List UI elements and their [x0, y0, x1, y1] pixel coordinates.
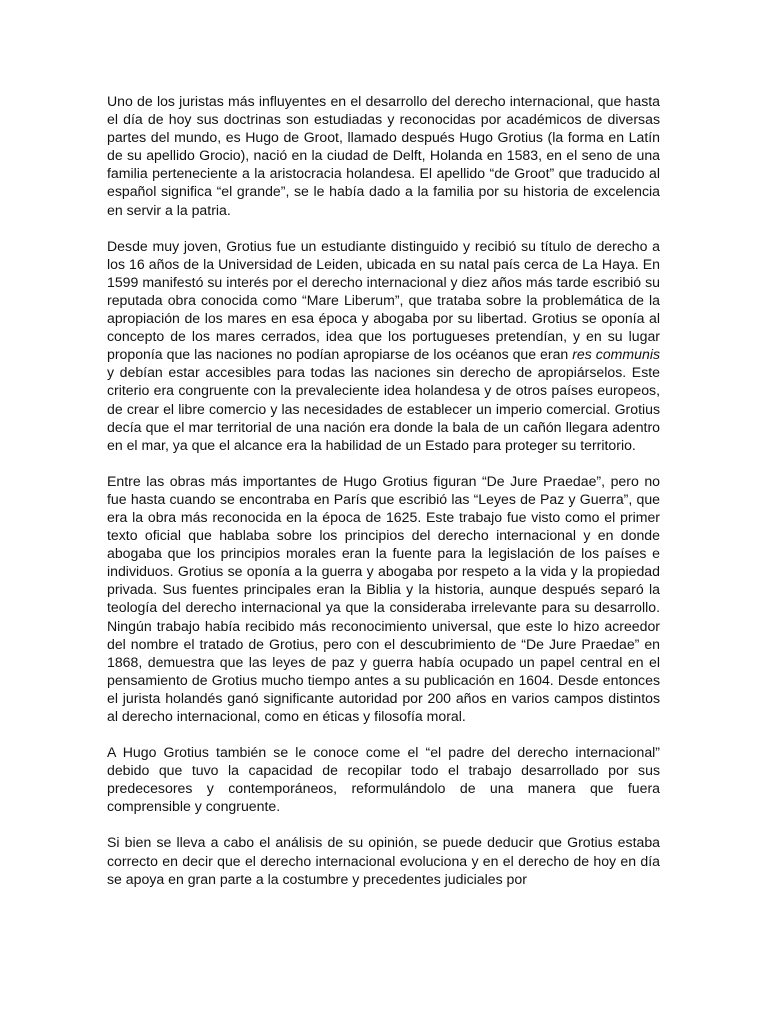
paragraph-text: Uno de los juristas más influyentes en el desarrollo del derecho internacional, que hasta el día de hoy sus doctrinas son estudiadas y reconocidas por académicos de diversas partes del mundo, es Hugo de Groot, llamado después Hugo Grotius (la forma en Latín de su apellido Grocio), nació en la ciudad de Delft, Holanda en 1583, en el seno de una familia perteneciente a la aristocracia holandesa. El apellido “de Groot” que traducido al español significa “el grande”, se le había dado a la familia por su historia de excelencia en servir a la patria.	[107, 93, 660, 218]
paragraph-text: y debían estar accesibles para todas las naciones sin derecho de apropiárselos. Este criterio era congruente con la prevaleciente idea holandesa y de otros países europeos, de crear el libre comercio y las necesidades de establecer un imperio comercial. Grotius decía que el mar territorial de una nación era donde la bala de un cañón llegara adentro en el mar, ya que el alcance era la habilidad de un Estado para proteger su territorio.	[107, 364, 660, 453]
document-body	[107, 92, 660, 888]
paragraph-text: Entre las obras más importantes de Hugo Grotius figuran “De Jure Praedae”, pero no fue hasta cuando se encontraba en París que escribió las “Leyes de Paz y Guerra”, que era la obra más reconocida en la época de 1625. Este trabajo fue visto como el primer texto oficial que hablaba sobre los principios del derecho internacional y en donde abogaba que los principios morales eran la fuente para la legislación de los países e individuos. Grotius se oponía a la guerra y abogaba por respeto a la vida y la propiedad privada. Sus fuentes principales eran la Biblia y la historia, aunque después separó la teología del derecho internacional ya que la consideraba irrelevante para su desarrollo. Ningún trabajo había recibido más reconocimiento universal, que este lo hizo acreedor del nombre el tratado de Grotius, pero con el descubrimiento de “De Jure Praedae” en 1868, demuestra que las leyes de paz y guerra había ocupado un papel central en el pensamiento de Grotius mucho tiempo antes a su publicación en 1604. Desde entonces el jurista holandés ganó significante autoridad por 200 años en varios campos distintos al derecho internacional, como en éticas y filosofía moral.	[107, 472, 660, 724]
italic-term: res communis	[572, 346, 660, 363]
paragraph-text: Desde muy joven, Grotius fue un estudiante distinguido y recibió su título de derecho a los 16 años de la Universidad de Leiden, ubicada en su natal país cerca de La Haya. En 1599 manifestó su interés por el derecho internacional y diez años más tarde escribió su reputada obra conocida como “Mare Liberum”, que trataba sobre la problemática de la apropiación de los mares en esa época y abogaba por su libertad. Grotius se oponía al concepto de los mares cerrados, idea que los portugueses pretendían, y en su lugar proponía que las naciones no podían apropiarse de los océanos que eran	[107, 237, 660, 363]
paragraph	[107, 833, 660, 887]
paragraph	[107, 92, 660, 219]
paragraph	[107, 237, 660, 454]
paragraph	[107, 472, 660, 725]
paragraph	[107, 743, 660, 815]
paragraph-text: A Hugo Grotius también se le conoce come el “el padre del derecho internacional” debido que tuvo la capacidad de recopilar todo el trabajo desarrollado por sus predecesores y contemporáneos, reformulándolo de una manera que fuera comprensible y congruente.	[107, 744, 660, 815]
paragraph-text: Si bien se lleva a cabo el análisis de su opinión, se puede deducir que Grotius estaba correcto en decir que el derecho internacional evoluciona y en el derecho de hoy en día se apoya en gran parte a la costumbre y precedentes judiciales por	[107, 834, 660, 887]
